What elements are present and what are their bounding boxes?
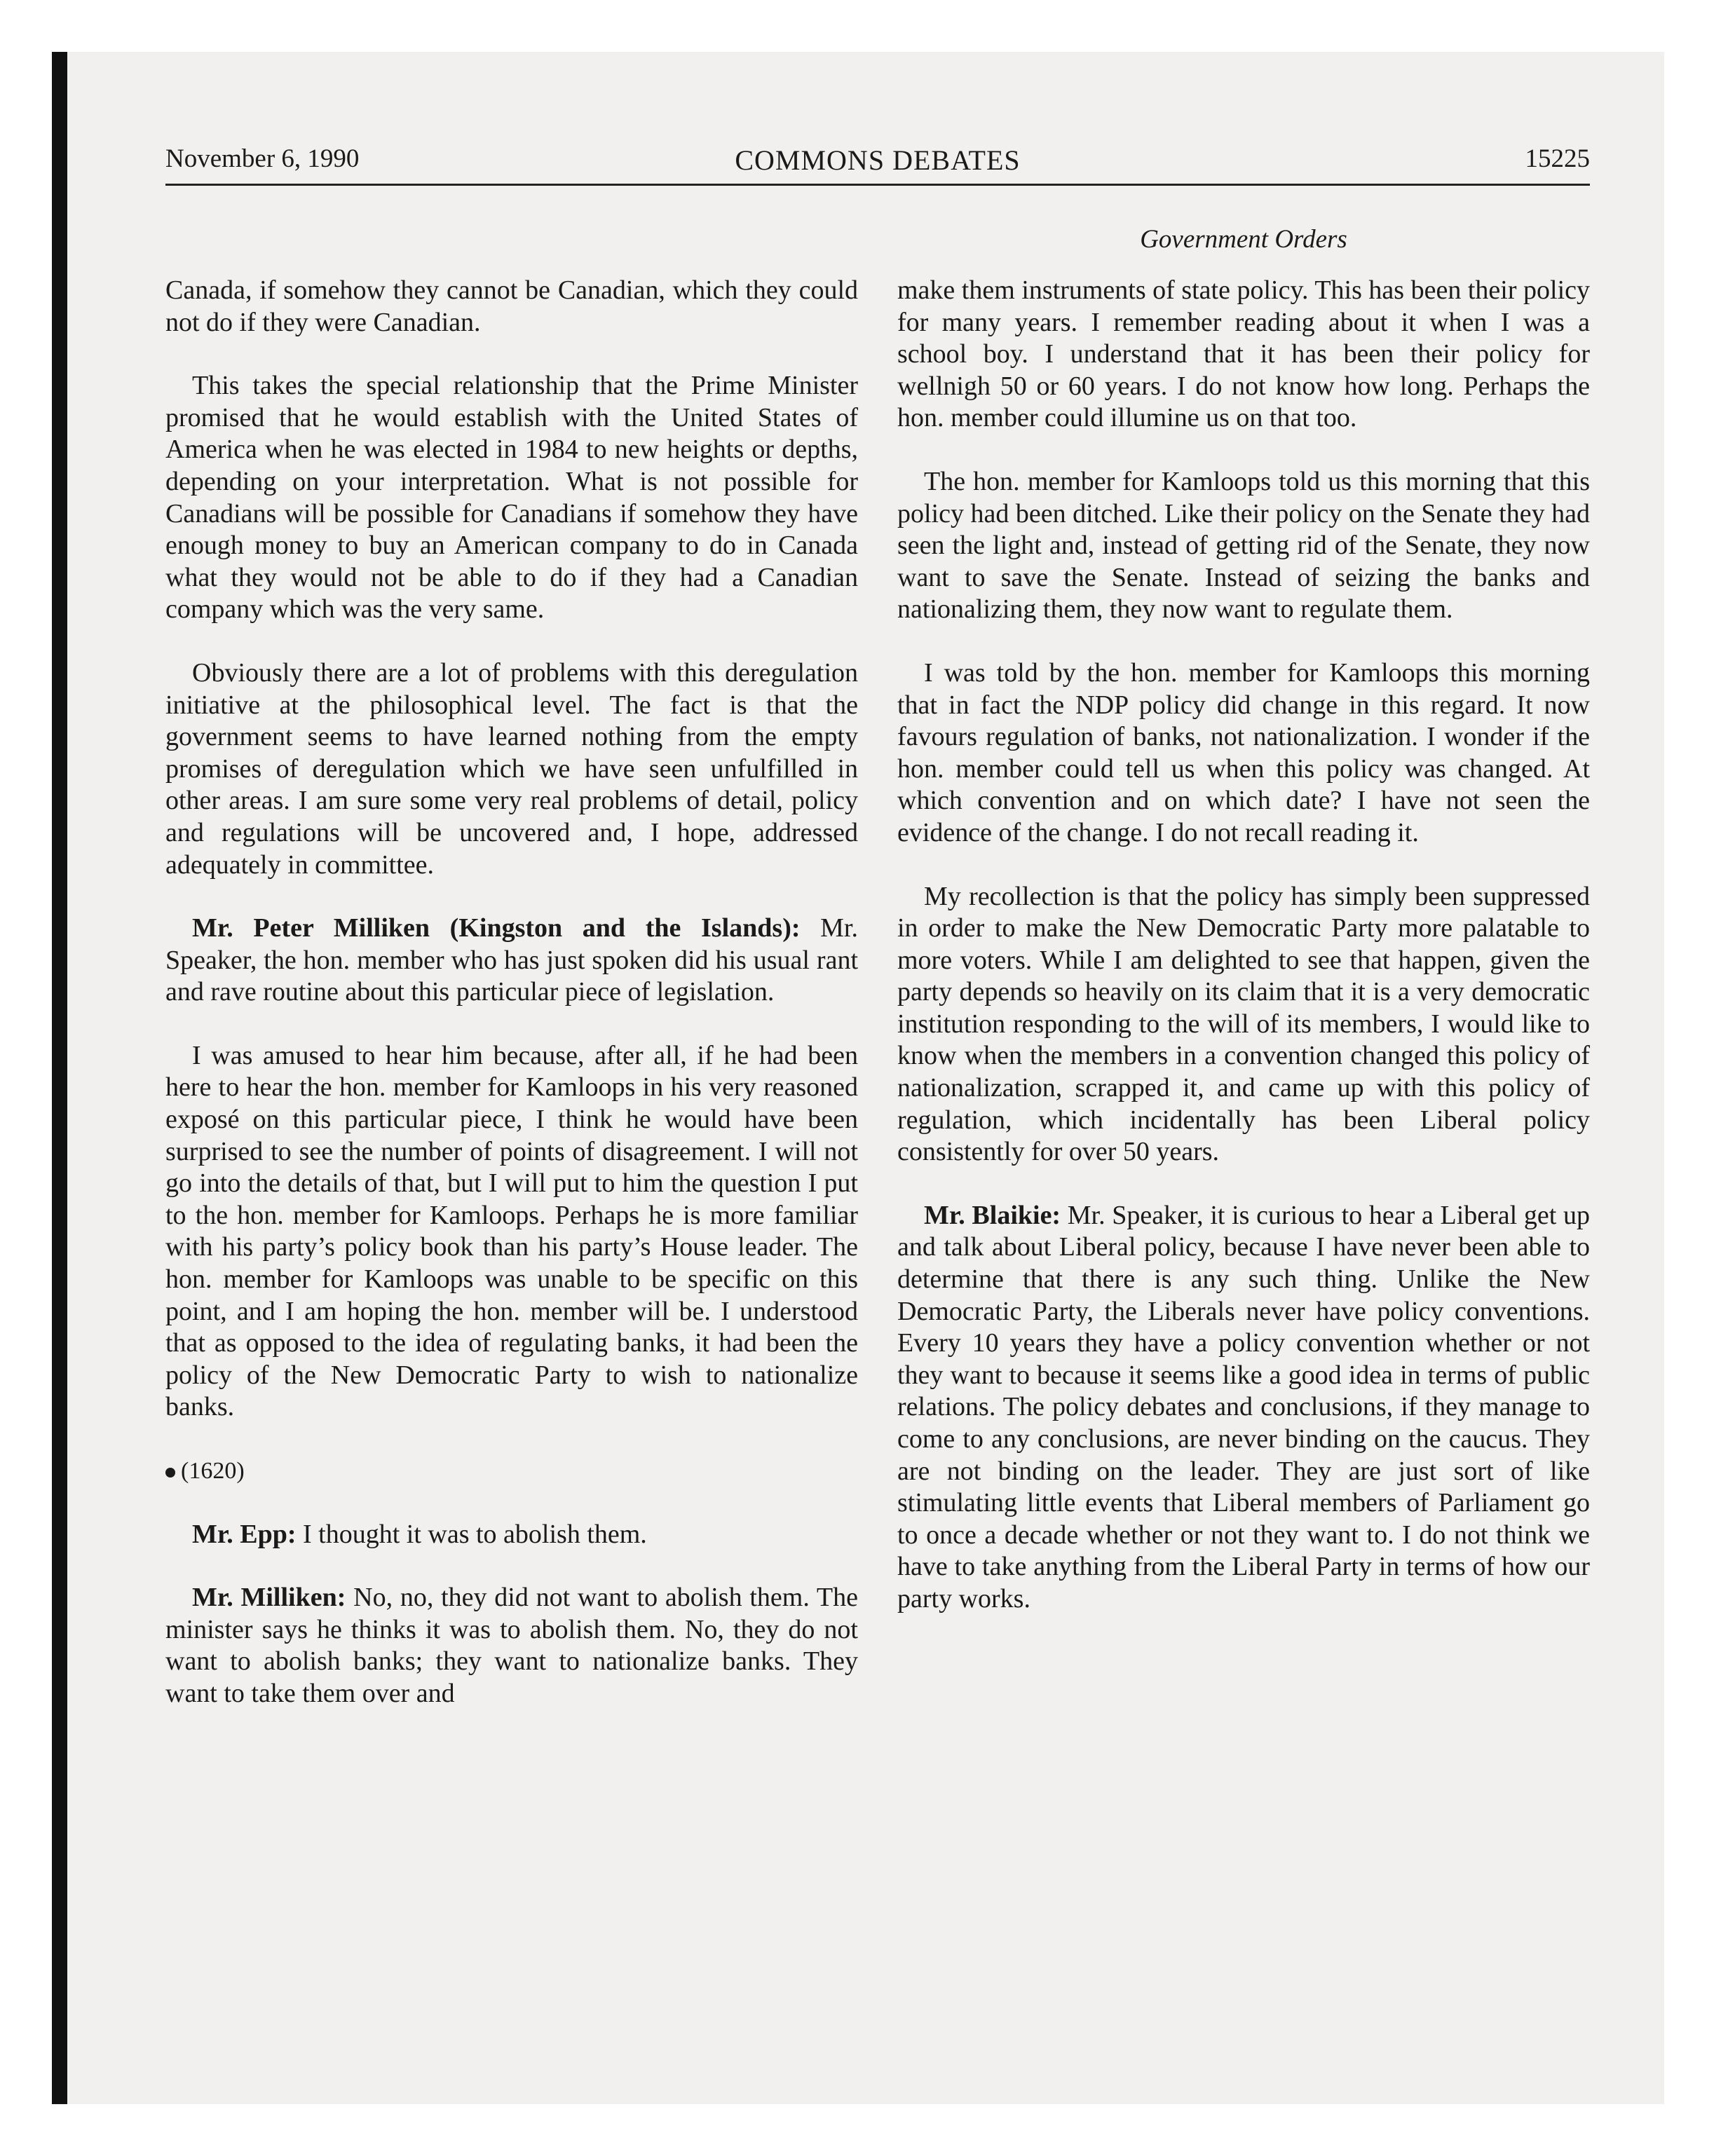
header-page-number: 15225 [1525, 144, 1590, 173]
time-marker-text: (1620) [181, 1458, 245, 1484]
section-heading: Government Orders [1140, 225, 1347, 254]
left-paragraph-7 [165, 1582, 858, 1710]
scan-binding-edge [52, 52, 67, 2104]
right-paragraph-4: My recollection is that the policy has simply been suppressed in order to make the New Democratic Party more palatable to more voters. While I am delighted to see that happen, given the party depends so heavily on its claim that it is a very democratic institution responding to the will of its members, I would like to know when the members in a convention changed this policy of nationalization, scrapped it, and came up with this policy of regulation, which incidentally has been Liberal policy consistently for over 50 years. [897, 881, 1590, 1167]
speech-text: Mr. Speaker, it is curious to hear a Liberal get up and talk about Liberal policy, because I have never been able to determine that there is any such thing. Unlike the New Democratic Party, the Liberals never have policy conventions. Every 10 years they have a policy convention whether or not they want to because it seems like a good idea in terms of public relations. The policy debates and conclusions, if they manage to come to any conclusions, are never binding on the caucus. They are not binding on the leader. They are just sort of like stimulating little events that Liberal members of Parliament go to once a decade whether or not they want to. I do not think we have to take anything from the Liberal Party in terms of how our party works. [897, 1200, 1590, 1613]
header-rule [165, 184, 1590, 186]
bullet-icon [165, 1468, 175, 1478]
left-paragraph-6 [165, 1519, 858, 1551]
right-paragraph-1: make them instruments of state policy. This has been their policy for many years. I remember reading about it when I was a school boy. I understand that it has been their policy for wellnigh 50 or 60 years. I do not know how long. Perhaps the hon. member could illumine us on that too. [897, 275, 1590, 433]
left-paragraph-3: Obviously there are a lot of problems with this deregulation initiative at the philosophical level. The fact is that the government seems to have learned nothing from the empty promises of deregulation which we have seen unfulfilled in other areas. I am sure some very real problems of detail, policy and regulations will be uncovered and, I hope, addressed adequately in committee. [165, 657, 858, 880]
running-header [165, 144, 1590, 183]
left-paragraph-5: I was amused to hear him because, after all, if he had been here to hear the hon. member for Kamloops in his very reasoned exposé on this particular piece, I think he would have been surprised to see the number of points of disagreement. I will not go into the details of that, but I will put to him the question I put to the hon. member for Kamloops. Perhaps he is more familiar with his party’s policy book than his party’s House leader. The hon. member for Kamloops was unable to be specific on this point, and I am hoping the hon. member will be. I understood that as opposed to the idea of regulating banks, it had been the policy of the New Democratic Party to wish to nationalize banks. [165, 1040, 858, 1422]
left-paragraph-1: Canada, if somehow they cannot be Canadian, which they could not do if they were Canadian. [165, 275, 858, 337]
left-column [165, 275, 858, 1742]
speaker-name: Mr. Peter Milliken (Kingston and the Islands): [192, 913, 801, 943]
right-paragraph-5 [897, 1200, 1590, 1616]
speech-text: I thought it was to abolish them. [296, 1519, 647, 1549]
speaker-name: Mr. Milliken: [192, 1583, 346, 1613]
speaker-name: Mr. Epp: [192, 1519, 297, 1549]
time-marker [165, 1455, 858, 1487]
speech-text: No, no, they did not want to abolish them. The minister says he thinks it was to abolish them. No, they do not want to abolish banks; they want to nationalize banks. They want to take them over and [165, 1583, 858, 1708]
speaker-name: Mr. Blaikie: [924, 1200, 1061, 1230]
header-journal-title: COMMONS DEBATES [735, 144, 1021, 176]
header-date: November 6, 1990 [165, 144, 360, 173]
left-paragraph-2: This takes the special relationship that the Prime Minister promised that he would establish with the United States of America when he was elected in 1984 to new heights or depths, depending on your interpretation. What is not possible for Canadians will be possible for Canadians if somehow they have enough money to buy an American company to do in Canada what they would not be able to do if they had a Canadian company which was the very same. [165, 371, 858, 625]
hansard-page [165, 0, 1590, 2156]
left-paragraph-4 [165, 913, 858, 1009]
right-column [897, 275, 1590, 1647]
right-paragraph-2: The hon. member for Kamloops told us this morning that this policy had been ditched. Like their policy on the Senate they had seen the light and, instead of getting rid of the Senate, they now want to save the Senate. Instead of seizing the banks and nationalizing them, they now want to regulate them. [897, 466, 1590, 625]
speech-text: Mr. Speaker, the hon. member who has just spoken did his usual rant and rave routine about this particular piece of legislation. [165, 913, 858, 1007]
right-paragraph-3: I was told by the hon. member for Kamloops this morning that in fact the NDP policy did change in this regard. It now favours regulation of banks, not nationalization. I wonder if the hon. member could tell us when this policy was changed. At which convention and on which date? I have not seen the evidence of the change. I do not recall reading it. [897, 657, 1590, 847]
